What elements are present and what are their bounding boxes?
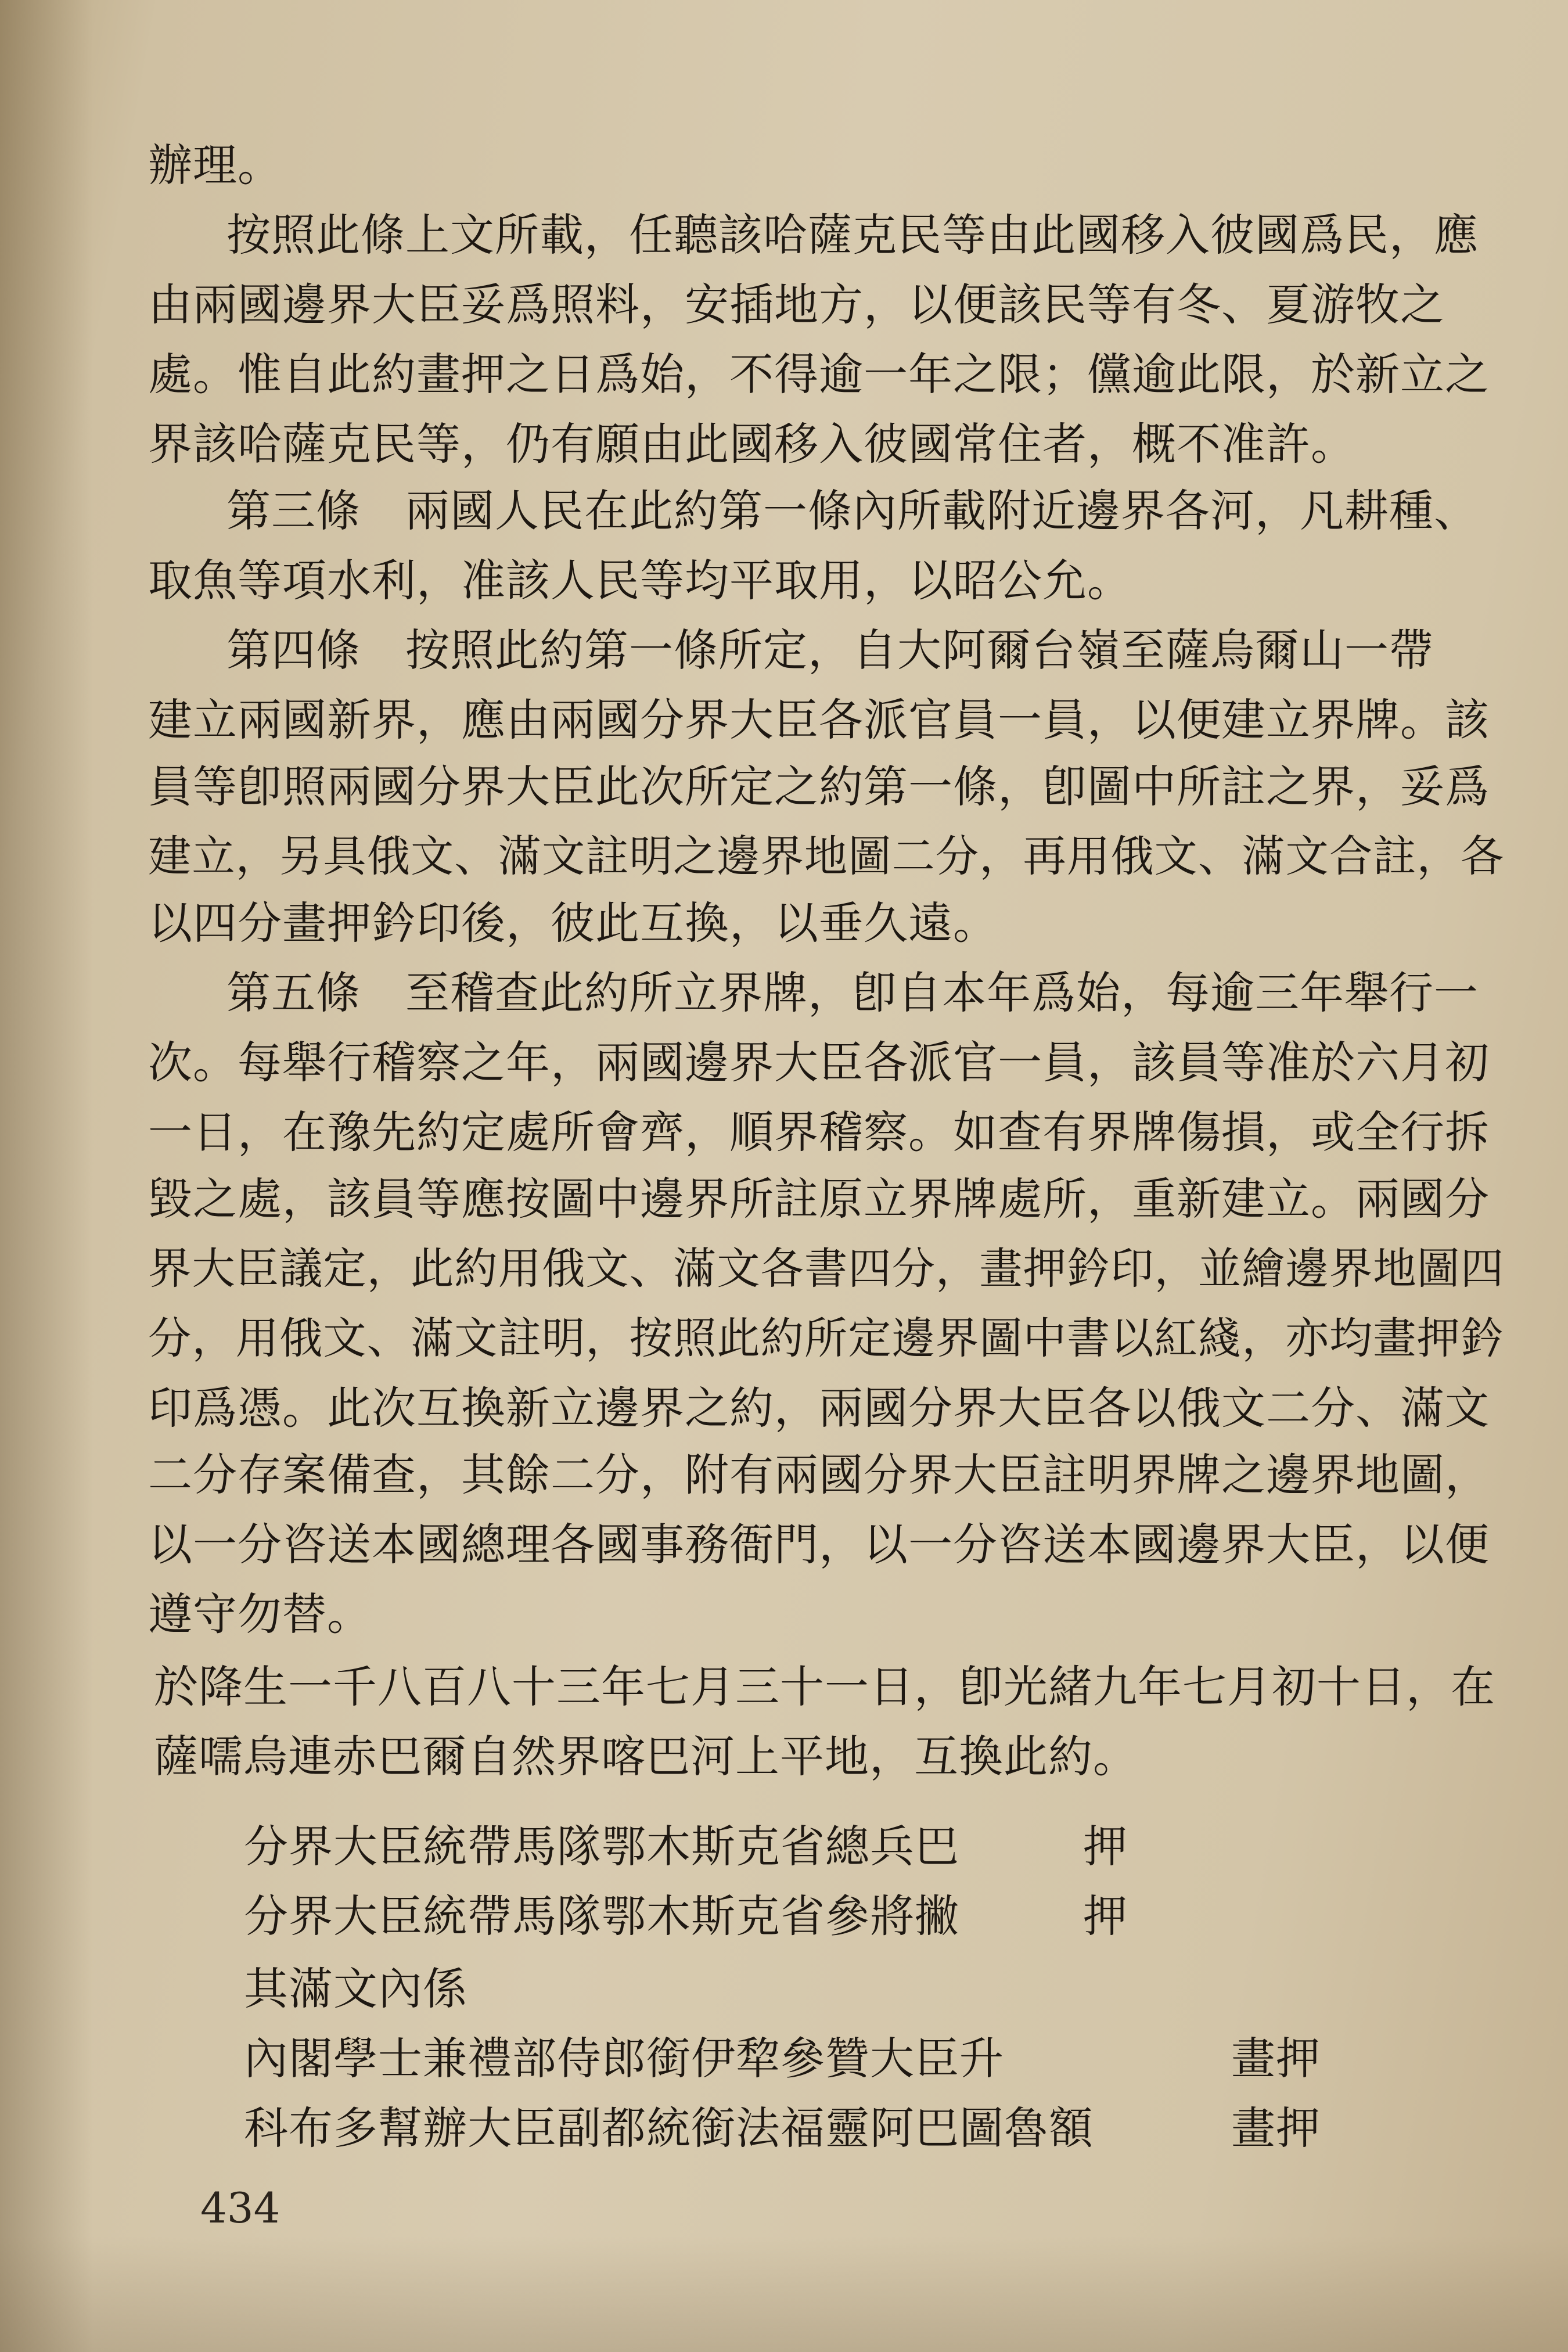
text-line: 分，用俄文、滿文註明，按照此約所定邊界圖中書以紅綫，亦均畫押鈐 (148, 1313, 1505, 1364)
text-line: 第四條 按照此約第一條所定，自大阿爾台嶺至薩烏爾山一帶 (226, 624, 1434, 676)
text-line: 建立兩國新界，應由兩國分界大臣各派官員一員，以便建立界牌。該 (148, 694, 1490, 746)
text-line: 一日，在豫先約定處所會齊，順界稽察。如查有界牌傷損，或全行拆 (148, 1106, 1490, 1158)
signatory-mark: 畫押 (1231, 2102, 1321, 2154)
signatory-title: 分界大臣統帶馬隊鄂木斯克省總兵巴 (244, 1821, 959, 1872)
text-line: 以四分畫押鈐印後，彼此互換，以垂久遠。 (148, 897, 998, 949)
signatory-title: 分界大臣統帶馬隊鄂木斯克省參將撇 (244, 1890, 959, 1942)
bottom-shadow (0, 2236, 1568, 2352)
text-line: 員等卽照兩國分界大臣此次所定之約第一條，卽圖中所註之界，妥爲 (148, 761, 1490, 812)
text-line: 毀之處，該員等應按圖中邊界所註原立界牌處所，重新建立。兩國分 (148, 1173, 1490, 1225)
text-line: 印爲憑。此次互換新立邊界之約，兩國分界大臣各以俄文二分、滿文 (148, 1382, 1490, 1434)
text-line: 建立，另具俄文、滿文註明之邊界地圖二分，再用俄文、滿文合註，各 (148, 831, 1505, 882)
binding-shadow (0, 0, 93, 2352)
text-line: 第五條 至稽查此約所立界牌，卽自本年爲始，每逾三年舉行一 (226, 967, 1479, 1019)
text-line: 以一分咨送本國總理各國事務衙門，以一分咨送本國邊界大臣，以便 (148, 1519, 1490, 1570)
text-line: 第三條 兩國人民在此約第一條內所載附近邊界各河，凡耕種、 (226, 485, 1479, 537)
text-line: 遵守勿替。 (148, 1588, 372, 1640)
text-line: 次。每舉行稽察之年，兩國邊界大臣各派官一員，該員等准於六月初 (148, 1037, 1490, 1088)
text-line: 界該哈薩克民等，仍有願由此國移入彼國常住者，概不准許。 (148, 418, 1355, 470)
text-line: 由兩國邊界大臣妥爲照料，安插地方，以便該民等有冬、夏游牧之 (148, 279, 1445, 330)
text-line: 取魚等項水利，准該人民等均平取用，以昭公允。 (148, 555, 1132, 606)
text-line: 界大臣議定，此約用俄文、滿文各書四分，畫押鈐印，並繪邊界地圖四 (148, 1243, 1505, 1294)
signatory-mark: 押 (1083, 1890, 1128, 1942)
page-number: 434 (200, 2184, 280, 2232)
text-line: 按照此條上文所載，任聽該哈薩克民等由此國移入彼國爲民，應 (226, 209, 1479, 261)
signatory-title: 科布多幫辦大臣副都統銜法福靈阿巴圖魯額 (244, 2102, 1094, 2154)
signatory-title: 內閣學士兼禮部侍郎銜伊犂參贊大臣升 (244, 2033, 1004, 2084)
text-line: 於降生一千八百八十三年七月三十一日，卽光緒九年七月初十日，在 (154, 1661, 1495, 1713)
signatory-title: 其滿文內係 (244, 1963, 467, 2015)
text-line: 薩嚅烏連赤巴爾自然界喀巴河上平地，互換此約。 (154, 1731, 1138, 1782)
text-line: 辦理。 (148, 139, 282, 191)
text-line: 處。惟自此約畫押之日爲始，不得逾一年之限；儻逾此限，於新立之 (148, 348, 1490, 400)
signatory-mark: 畫押 (1231, 2033, 1321, 2084)
signatory-mark: 押 (1083, 1821, 1128, 1872)
text-line: 二分存案備查，其餘二分，附有兩國分界大臣註明界牌之邊界地圖， (148, 1449, 1490, 1501)
